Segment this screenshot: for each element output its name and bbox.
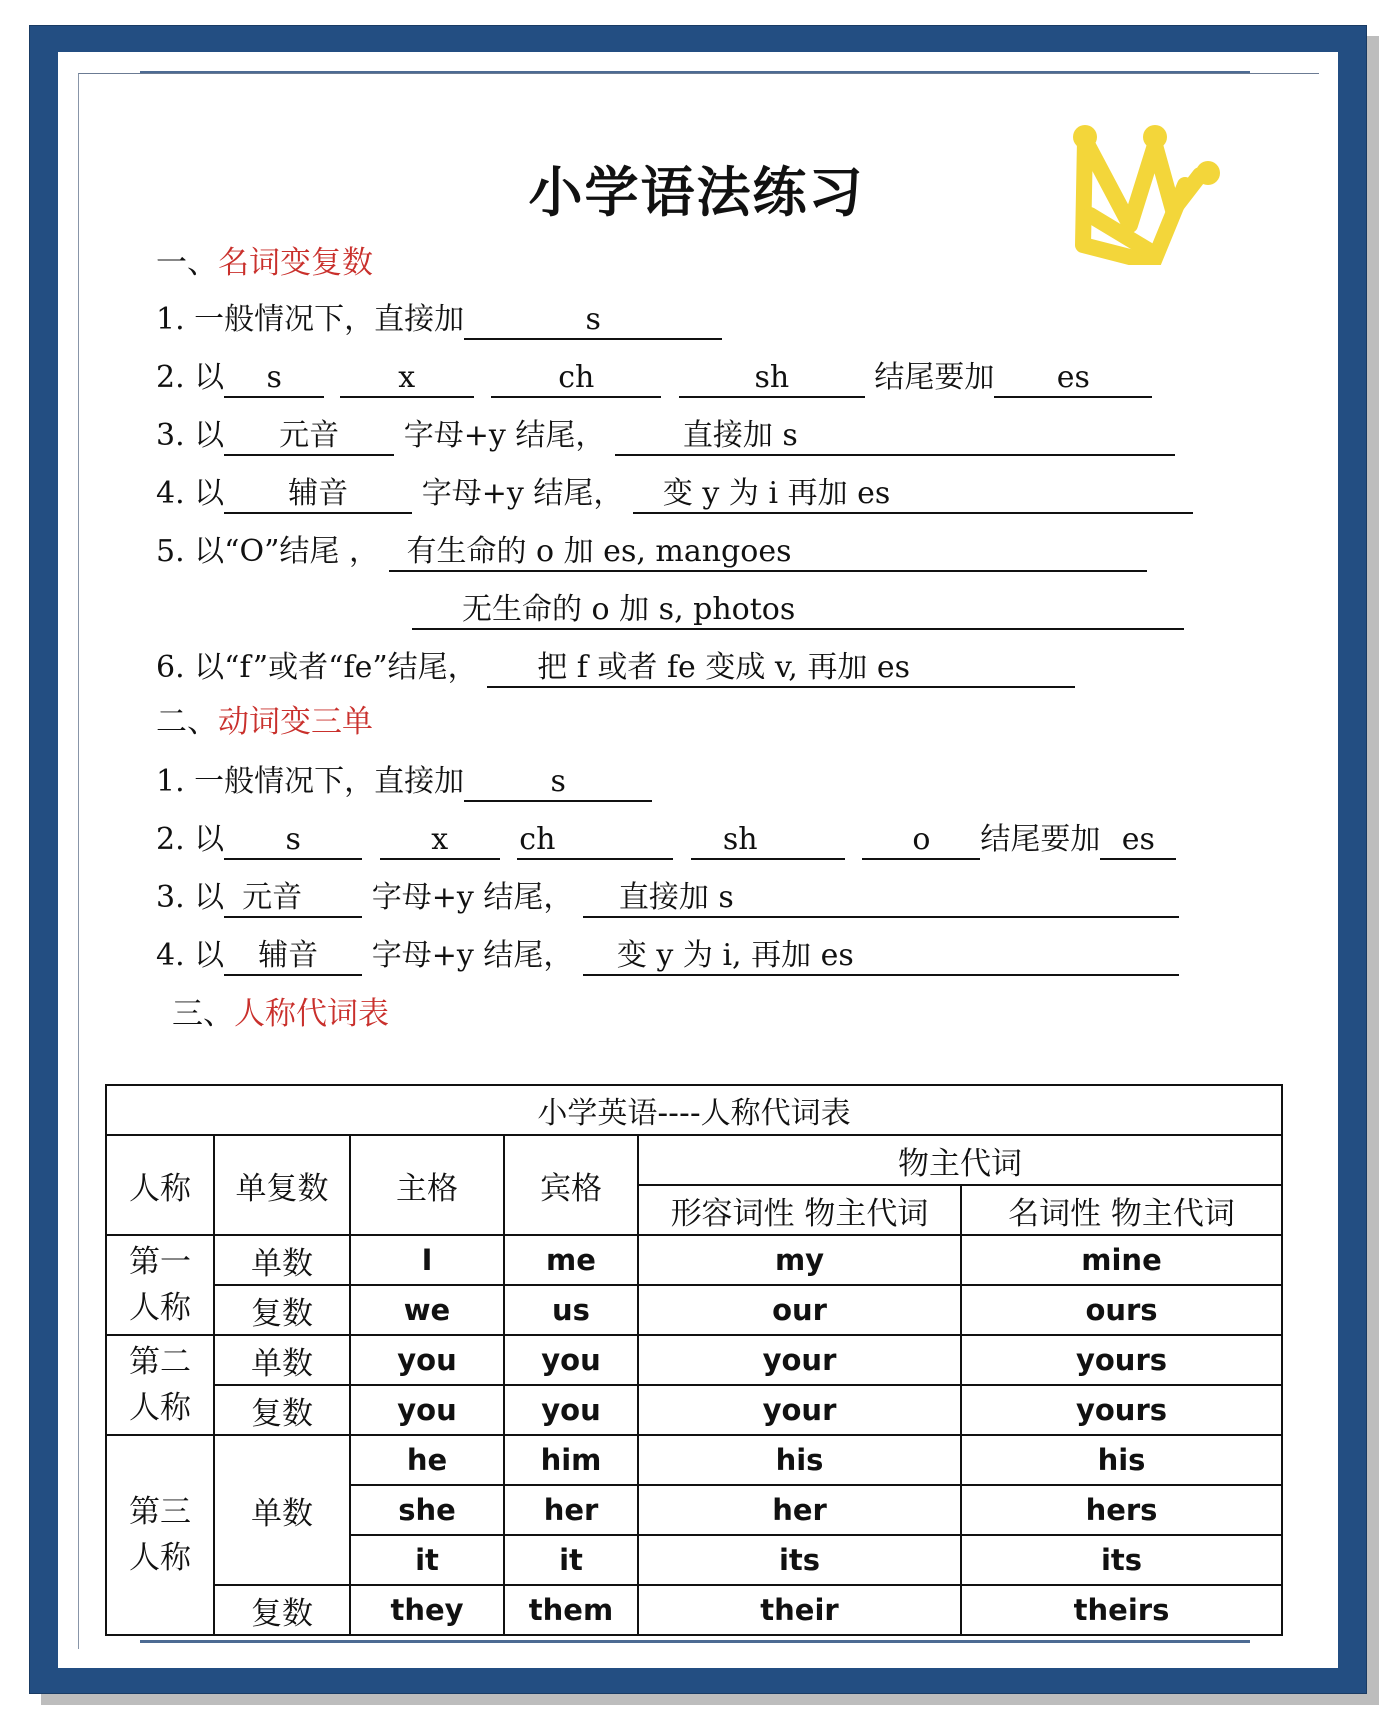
cell-subject: we <box>350 1285 504 1335</box>
answer-text: 有生命的 o 加 es, mangoes <box>406 534 792 569</box>
top-decorative-rule <box>140 71 1250 73</box>
section-title: 人称代词表 <box>234 996 389 1032</box>
answer-blank[interactable] <box>224 878 362 918</box>
answer-blank[interactable]: 元音 <box>224 416 394 456</box>
cell-adj-possessive: your <box>638 1335 961 1385</box>
rule-label: 4. 以 <box>156 476 225 511</box>
rule-label: 3. 以 <box>156 880 225 915</box>
header-object-case: 宾格 <box>504 1135 638 1235</box>
answer-text: 直接加 s <box>682 418 798 453</box>
answer-text: 变 y 为 i 再加 es <box>662 476 891 511</box>
cell-adj-possessive: its <box>638 1535 961 1585</box>
rule-middle-text: 字母+y 结尾， <box>371 880 574 915</box>
answer-text: 无生命的 o 加 s, photos <box>462 592 796 627</box>
cell-object: her <box>504 1485 638 1535</box>
cell-number: 单数 <box>214 1335 350 1385</box>
answer-blank[interactable] <box>412 590 1184 630</box>
rule-middle-text: 字母+y 结尾， <box>371 938 574 973</box>
table-row <box>106 1385 1282 1435</box>
section-heading-noun-plural <box>156 243 373 283</box>
cell-object: him <box>504 1435 638 1485</box>
rule-middle-text: 结尾要加 <box>874 360 995 395</box>
answer-blank[interactable]: es <box>1100 820 1176 860</box>
header-noun-possessive: 名词性 物主代词 <box>961 1185 1282 1235</box>
cell-adj-possessive: their <box>638 1585 961 1635</box>
answer-blank[interactable]: x <box>340 358 474 398</box>
answer-blank[interactable]: ch <box>491 358 661 398</box>
rule-label: 6. 以“f”或者“fe”结尾， <box>156 650 478 685</box>
rule-label: 1. 一般情况下，直接加 <box>156 302 465 337</box>
table-row <box>106 1585 1282 1635</box>
personal-pronoun-table <box>105 1084 1283 1636</box>
rule-label: 2. 以 <box>156 822 225 857</box>
cell-object: it <box>504 1535 638 1585</box>
noun-rule-4 <box>156 474 1193 514</box>
answer-text: 把 f 或者 fe 变成 v, 再加 es <box>537 650 911 685</box>
cell-noun-possessive: ours <box>961 1285 1282 1335</box>
answer-blank[interactable] <box>224 936 362 976</box>
noun-rule-6 <box>156 648 1075 688</box>
header-possessive: 物主代词 <box>638 1135 1282 1185</box>
crown-icon <box>1065 115 1225 265</box>
table-caption: 小学英语----人称代词表 <box>106 1085 1282 1135</box>
bottom-decorative-rule <box>140 1640 1250 1643</box>
cell-noun-possessive: its <box>961 1535 1282 1585</box>
answer-text: sh <box>722 822 758 857</box>
answer-blank[interactable]: 辅音 <box>224 474 412 514</box>
answer-blank[interactable]: sh <box>679 358 865 398</box>
section-number: 一、 <box>156 245 218 281</box>
rule-label: 5. 以“O”结尾 ， <box>156 534 379 569</box>
answer-blank[interactable] <box>389 532 1147 572</box>
answer-blank[interactable]: s <box>464 300 722 340</box>
page-title: 小学语法练习 <box>528 161 865 224</box>
noun-rule-5 <box>156 532 1147 572</box>
section-heading-pronoun-table <box>172 994 389 1034</box>
cell-adj-possessive: her <box>638 1485 961 1535</box>
noun-rule-2 <box>156 358 1152 398</box>
section-title: 名词变复数 <box>218 245 373 281</box>
cell-adj-possessive: his <box>638 1435 961 1485</box>
header-number: 单复数 <box>214 1135 350 1235</box>
answer-text: 变 y 为 i, 再加 es <box>616 938 854 973</box>
cell-noun-possessive: his <box>961 1435 1282 1485</box>
header-person: 人称 <box>106 1135 214 1235</box>
rule-middle-text: 结尾要加 <box>980 822 1101 857</box>
answer-text: ch <box>519 822 556 857</box>
verb-rule-2 <box>156 820 1176 860</box>
cell-object: you <box>504 1335 638 1385</box>
header-adjective-possessive: 形容词性 物主代词 <box>638 1185 961 1235</box>
noun-rule-5b <box>412 590 1184 630</box>
cell-noun-possessive: theirs <box>961 1585 1282 1635</box>
answer-blank[interactable] <box>517 820 673 860</box>
group-first-person: 第一人称 <box>106 1235 214 1335</box>
cell-object: them <box>504 1585 638 1635</box>
group-second-person: 第二人称 <box>106 1335 214 1435</box>
rule-middle-text: 字母+y 结尾， <box>421 476 624 511</box>
cell-adj-possessive: my <box>638 1235 961 1285</box>
rule-label: 1. 一般情况下，直接加 <box>156 764 465 799</box>
answer-text: 元音 <box>242 880 303 915</box>
cell-number: 复数 <box>214 1385 350 1435</box>
cell-subject: it <box>350 1535 504 1585</box>
verb-rule-4 <box>156 936 1179 976</box>
cell-number: 复数 <box>214 1585 350 1635</box>
cell-object: you <box>504 1385 638 1435</box>
cell-noun-possessive: hers <box>961 1485 1282 1535</box>
cell-subject: she <box>350 1485 504 1535</box>
noun-rule-1 <box>156 300 722 340</box>
answer-blank[interactable] <box>583 878 1179 918</box>
rule-label: 4. 以 <box>156 938 225 973</box>
cell-number: 单数 <box>214 1235 350 1285</box>
cell-adj-possessive: our <box>638 1285 961 1335</box>
cell-subject: I <box>350 1235 504 1285</box>
answer-blank[interactable] <box>487 648 1075 688</box>
cell-noun-possessive: yours <box>961 1335 1282 1385</box>
cell-subject: they <box>350 1585 504 1635</box>
noun-rule-3 <box>156 416 1175 456</box>
table-row <box>106 1435 1282 1485</box>
group-third-person: 第三人称 <box>106 1435 214 1635</box>
rule-label: 2. 以 <box>156 360 225 395</box>
answer-blank[interactable]: s <box>224 820 362 860</box>
cell-object: me <box>504 1235 638 1285</box>
section-number: 三、 <box>172 996 234 1032</box>
answer-text: 辅音 <box>258 938 319 973</box>
section-heading-verb-third-person <box>156 702 373 742</box>
answer-blank[interactable]: x <box>380 820 500 860</box>
cell-number: 单数 <box>214 1435 350 1585</box>
table-row <box>106 1285 1282 1335</box>
answer-blank[interactable] <box>615 416 1175 456</box>
answer-blank[interactable]: s <box>224 358 324 398</box>
verb-rule-1 <box>156 762 652 802</box>
cell-noun-possessive: yours <box>961 1385 1282 1435</box>
section-title: 动词变三单 <box>218 704 373 740</box>
table-row <box>106 1335 1282 1385</box>
cell-number: 复数 <box>214 1285 350 1335</box>
rule-middle-text: 字母+y 结尾， <box>403 418 606 453</box>
table-row <box>106 1235 1282 1285</box>
cell-subject: you <box>350 1335 504 1385</box>
header-subject-case: 主格 <box>350 1135 504 1235</box>
cell-object: us <box>504 1285 638 1335</box>
cell-subject: you <box>350 1385 504 1435</box>
answer-text: 直接加 s <box>618 880 734 915</box>
cell-adj-possessive: your <box>638 1385 961 1435</box>
cell-noun-possessive: mine <box>961 1235 1282 1285</box>
cell-subject: he <box>350 1435 504 1485</box>
rule-label: 3. 以 <box>156 418 225 453</box>
answer-blank[interactable] <box>633 474 1193 514</box>
answer-blank[interactable]: o <box>862 820 980 860</box>
verb-rule-3 <box>156 878 1179 918</box>
answer-blank[interactable]: es <box>994 358 1152 398</box>
answer-blank[interactable] <box>583 936 1179 976</box>
answer-blank[interactable] <box>691 820 845 860</box>
answer-blank[interactable]: s <box>464 762 652 802</box>
section-number: 二、 <box>156 704 218 740</box>
